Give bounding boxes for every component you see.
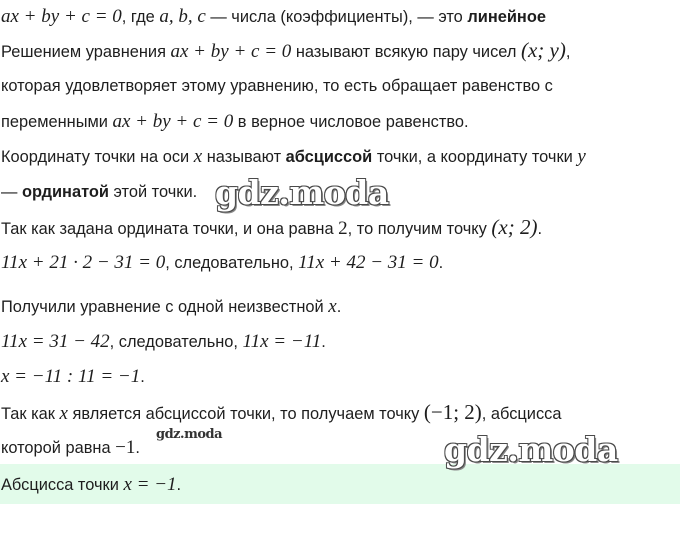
text: Решением уравнения: [1, 43, 171, 61]
math-equation: x = −11 : 11 = −1: [1, 366, 141, 387]
text: Абсцисса точки: [1, 476, 124, 494]
math-variable: x: [193, 146, 203, 167]
bold-term: линейное: [467, 8, 546, 26]
watermark-logo-small: gdz.moda: [156, 427, 223, 442]
text: .: [438, 254, 444, 272]
text: является абсциссой точки, то получаем точку: [67, 405, 424, 423]
text: , абсцисса: [481, 405, 562, 423]
text-line-7: [1, 216, 680, 240]
text: точки, а координату точки: [372, 148, 578, 166]
watermark-logo-right: gdz.moda: [444, 430, 618, 469]
text-line-3: [1, 75, 680, 97]
math-equation: 11x = 31 − 42: [1, 331, 110, 352]
text: , следовательно,: [109, 333, 243, 351]
math-number: 2: [338, 218, 348, 239]
bold-term: ординатой: [21, 183, 109, 201]
math-variable: y: [577, 146, 586, 167]
math-equation: ax + by + c = 0: [112, 111, 234, 132]
answer-line: [1, 474, 680, 496]
text: называют: [202, 148, 286, 166]
text-line-4: [1, 111, 680, 133]
math-equation: ax + by + c = 0: [1, 6, 122, 27]
text-line-5: [1, 146, 680, 168]
math-equation: 11x + 42 − 31 = 0: [298, 252, 439, 273]
math-equation: ax + by + c = 0: [170, 41, 292, 62]
answer-highlight: [0, 464, 680, 504]
text: .: [135, 439, 140, 457]
text: называют всякую пару чисел: [291, 43, 521, 61]
text: этой точки.: [108, 183, 198, 201]
text: ,: [565, 43, 571, 61]
text: .: [321, 333, 326, 351]
math-equation: 11x + 21 · 2 − 31 = 0: [1, 252, 166, 273]
math-variables: a, b, c: [159, 6, 206, 27]
text-line-9: [1, 296, 680, 318]
text: которой равна: [1, 439, 116, 457]
text: — числа (коэффициенты), — это: [205, 8, 468, 26]
math-variable: x: [59, 403, 68, 424]
text: Получили уравнение с одной неизвестной: [1, 298, 329, 316]
text: .: [140, 368, 145, 386]
watermark-logo: gdz.moda: [215, 173, 389, 212]
text-line-2: [1, 39, 680, 63]
math-pair: (x; y): [520, 38, 566, 62]
bold-term: абсциссой: [285, 148, 373, 166]
text-line-1: [1, 6, 680, 28]
text: которая удовлетворяет этому уравнению, то есть обращает равенство с: [1, 77, 553, 95]
math-equation: 11x = −11: [242, 331, 322, 352]
text-line-12: [1, 401, 680, 425]
text: переменными: [1, 113, 113, 131]
math-point: (−1; 2): [423, 400, 482, 424]
text: —: [1, 183, 22, 201]
text: .: [176, 476, 182, 494]
text-line-8: [1, 252, 680, 274]
text: .: [336, 298, 342, 316]
math-equation: x = −1: [123, 474, 177, 495]
math-point: (x; 2): [491, 215, 538, 239]
text: , следовательно,: [165, 254, 299, 272]
text: , где: [121, 8, 160, 26]
text-line-11: [1, 366, 680, 388]
text: Так как задана ордината точки, и она равна: [1, 220, 339, 238]
text: Так как: [1, 405, 60, 423]
text-line-10: [1, 331, 680, 353]
math-variable: x: [328, 296, 337, 317]
text: .: [537, 220, 543, 238]
text: в верное числовое равенство.: [233, 113, 469, 131]
text: Координату точки на оси: [1, 148, 194, 166]
math-number: −1: [115, 437, 136, 458]
text: , то получим точку: [347, 220, 492, 238]
